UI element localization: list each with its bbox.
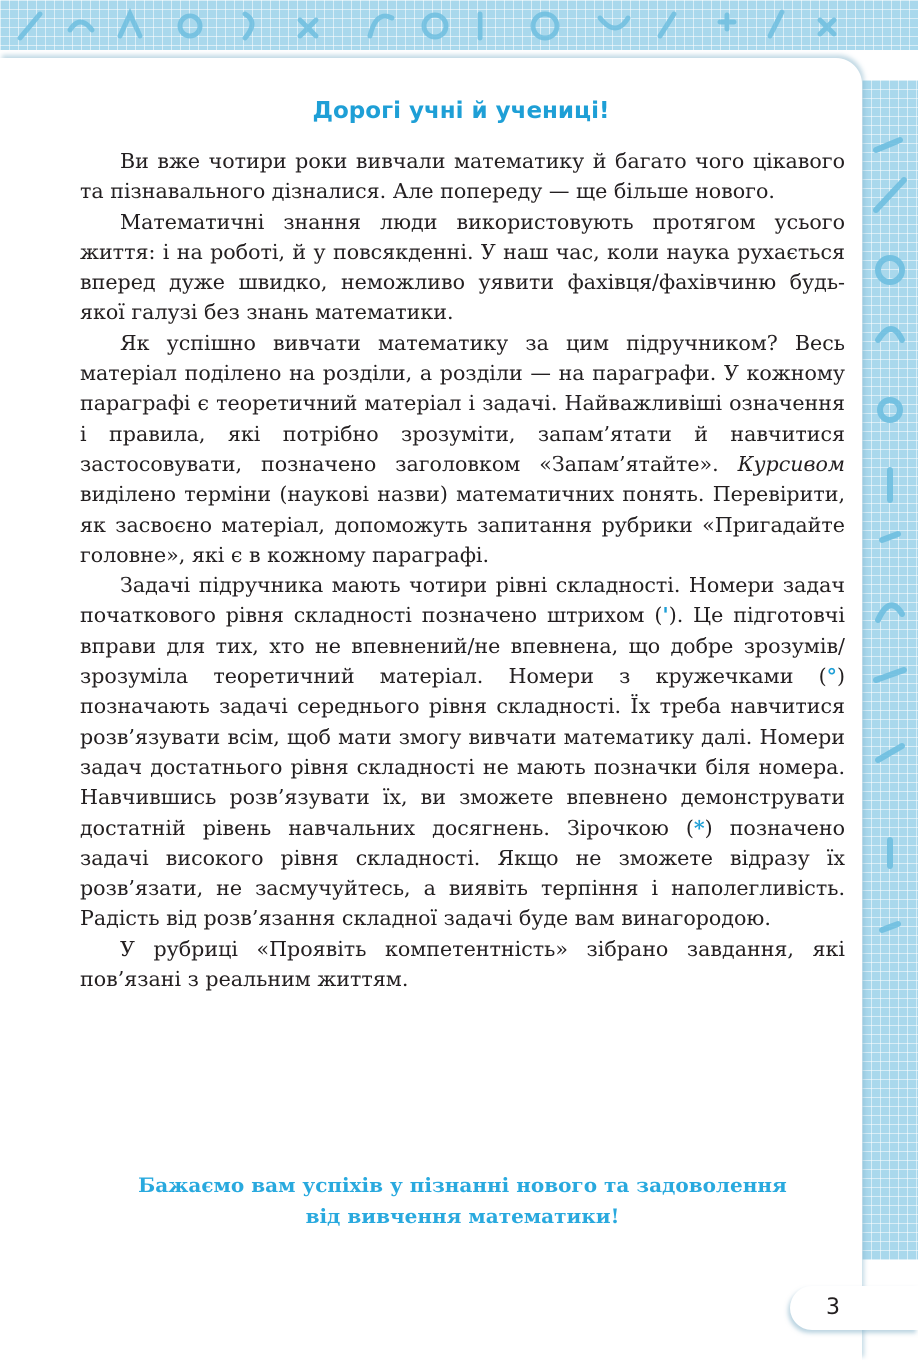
paragraph — [80, 328, 845, 570]
right-decorative-strip — [862, 80, 918, 1260]
number-sequence-decoration-icon — [862, 80, 918, 1260]
page-number: 3 — [826, 1295, 840, 1320]
paragraph — [80, 570, 845, 934]
paragraph: У рубриці «Проявіть компетентність» зібрано завдання, які пов’язані з реальним життям. — [80, 936, 845, 992]
math-symbols-decoration-icon — [0, 0, 918, 50]
paragraph: Математичні знання люди використовують протягом усього життя: і на роботі, й у повсякденні. У наш час, коли наука рухається вперед дуже швидко, неможливо уявити фахівця/фахівчиню будь-якої галузі без знань математики. — [80, 209, 845, 325]
paragraph: Ви вже чотири роки вивчали математику й багато чого цікавого та пізнавального дізналися. Але попереду — ще більше нового. — [80, 149, 845, 204]
closing-line: від вивчення математики! — [305, 1204, 620, 1228]
italic-term: Курсивом — [737, 451, 845, 476]
page-number-tab — [790, 1286, 918, 1330]
paragraph-text: виділено терміни (наукові назви) математичних понять. Перевірити, як засвоєно матеріал, допоможуть запитання рубрики «Пригадайте головне», які є в кожному параграфі. — [80, 482, 845, 567]
page-title: Дорогі учні й учениці! — [312, 98, 610, 124]
closing-line: Бажаємо вам успіхів у пізнанні нового та задоволення — [138, 1173, 787, 1197]
star-mark: * — [693, 815, 705, 840]
circle-mark: ° — [826, 664, 837, 689]
prime-mark: ' — [662, 603, 669, 628]
top-decorative-strip — [0, 0, 918, 50]
closing-wish — [80, 1170, 845, 1232]
paragraph-text: Як успішно вивчати математику за цим підручником? Весь матеріал поділено на розділи, а розділи — на параграфи. У кожному параграфі є теоретичний матеріал і задачі. Найважливіші означення і правила, які потрібно зрозуміти, запам’ятати й навчитися застосовувати, позначено заголовком «Запам’ятайте». — [80, 330, 845, 476]
paragraph-text: ). Це підготовчі вправи для тих, хто не впевнений/не впевнена, що добре зрозумів/зрозуміла теоретичний матеріал. Номери з кружечками ( — [80, 603, 845, 689]
intro-text — [80, 146, 845, 994]
paragraph-text: ) позначено задачі високого рівня складності. Якщо не зможете відразу їх розв’язати, не засмучуйтесь, а виявіть терпіння і наполегливість. Радість від розв’язання складної задачі буде вам винагородою. — [80, 815, 845, 931]
paragraph-text: ) позначають задачі середнього рівня складності. Їх треба навчитися розв’язувати всім, щоб мати змогу вивчати математику далі. Номери задач достатнього рівня складності не мають позначки біля номера. Навчившись розв’язувати їх, ви зможете впевнено демонструвати достатній рівень навчальних досягнень. Зірочкою ( — [80, 664, 845, 840]
paragraph-text: Задачі підручника мають чотири рівні складності. Номери задач початкового рівня складності позначено штрихом ( — [80, 573, 845, 628]
